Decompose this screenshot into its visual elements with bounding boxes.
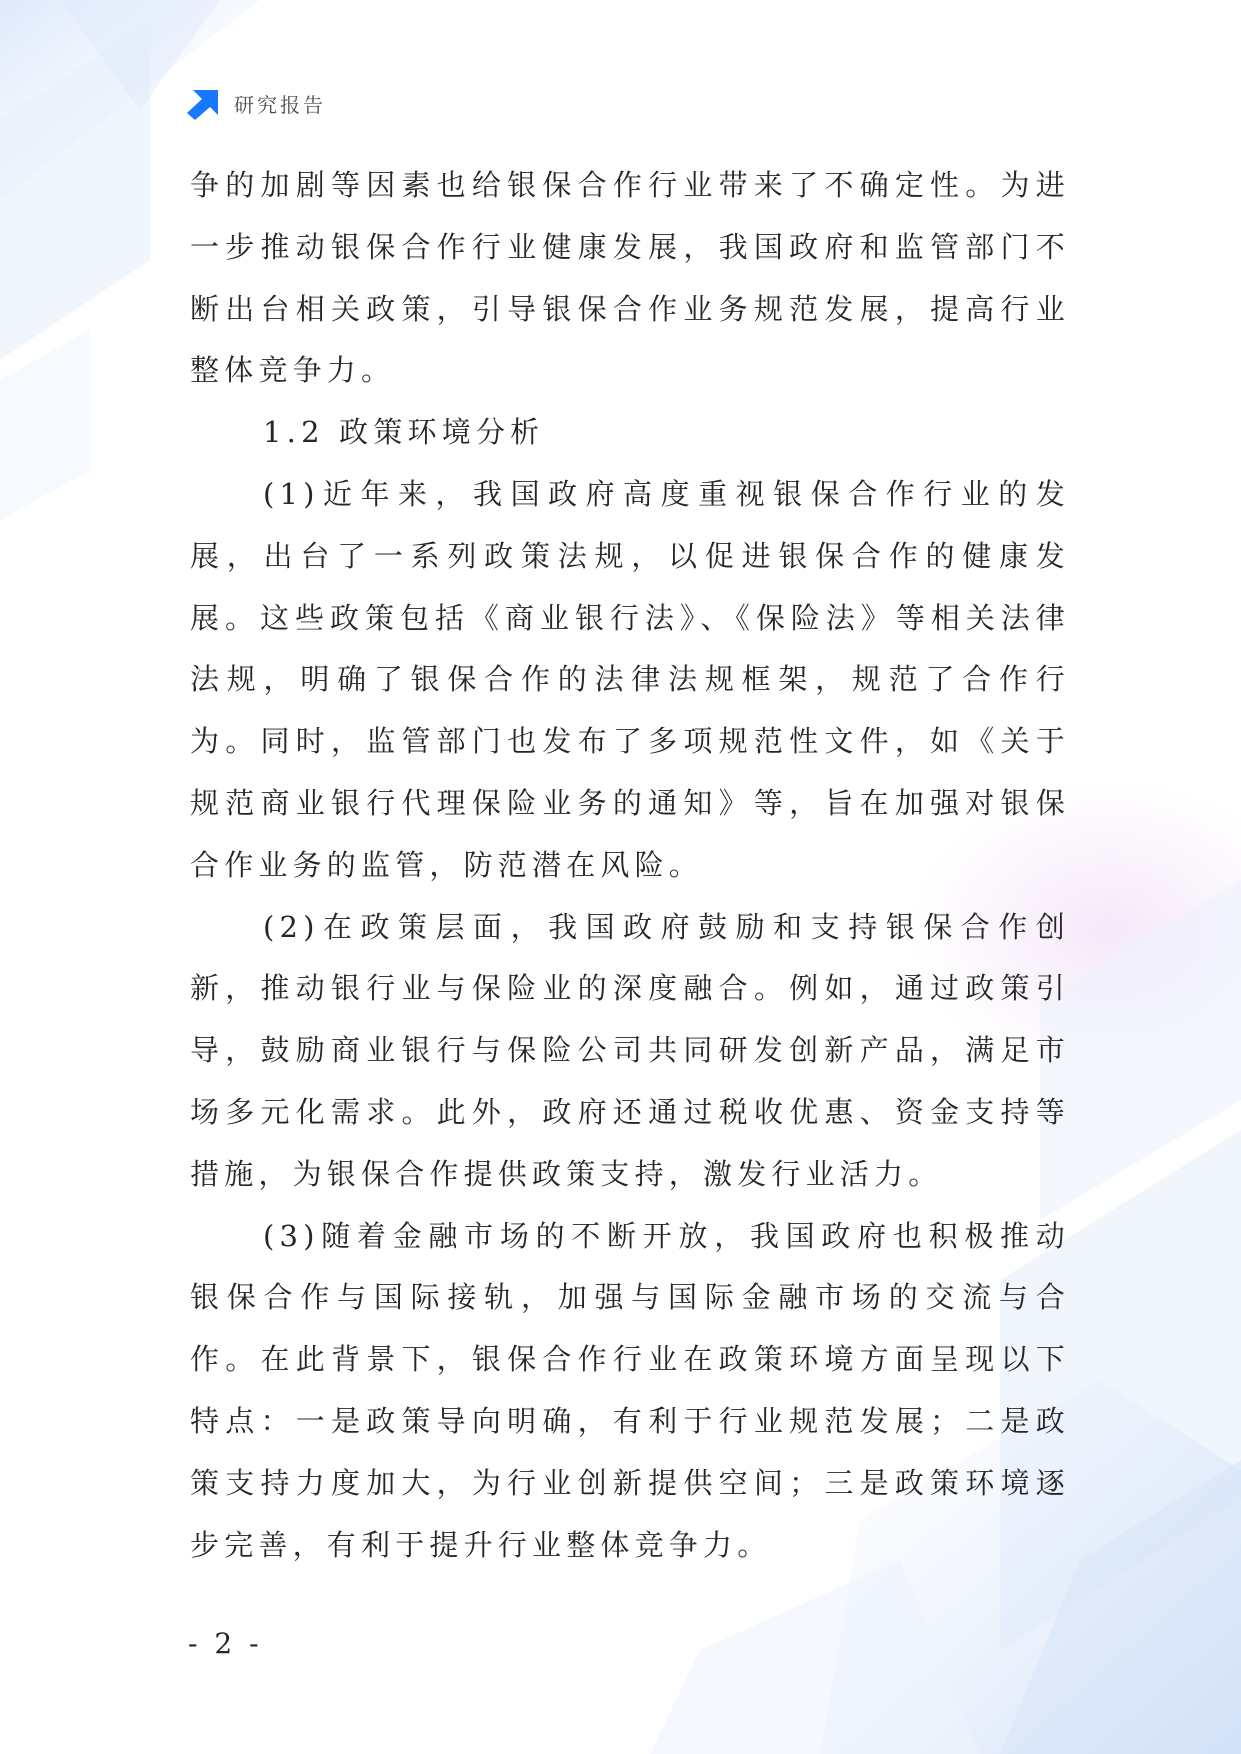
arrow-up-right-icon xyxy=(186,86,222,120)
header-label: 研究报告 xyxy=(234,92,326,117)
document-body xyxy=(190,155,1070,1576)
page-number: - 2 - xyxy=(188,1627,263,1660)
report-header xyxy=(186,86,326,120)
paragraph-policy-3: (3)随着金融市场的不断开放，我国政府也积极推动银保合作与国际接轨，加强与国际金融市场的交流与合作。在此背景下，银保合作行业在政策环境方面呈现以下特点：一是政策导向明确，有利于行业规范发展；二是政策支持力度加大，为行业创新提供空间；三是政策环境逐步完善，有利于提升行业整体竞争力。 xyxy=(190,1218,1070,1562)
paragraph-policy-2: (2)在政策层面，我国政府鼓励和支持银保合作创新，推动银行业与保险业的深度融合。例如，通过政策引导，鼓励商业银行与保险公司共同研发创新产品，满足市场多元化需求。此外，政府还通过税收优惠、资金支持等措施，为银保合作提供政策支持，激发行业活力。 xyxy=(190,909,1070,1191)
paragraph-policy-1: (1)近年来，我国政府高度重视银保合作行业的发展，出台了一系列政策法规，以促进银保合作的健康发展。这些政策包括《商业银行法》、《保险法》等相关法律法规，明确了银保合作的法律法规框架，规范了合作行为。同时，监管部门也发布了多项规范性文件，如《关于规范商业银行代理保险业务的通知》等，旨在加强对银保合作业务的监管，防范潜在风险。 xyxy=(190,476,1070,882)
section-heading: 1.2 政策环境分析 xyxy=(263,415,545,450)
paragraph-continued: 争的加剧等因素也给银保合作行业带来了不确定性。为进一步推动银保合作行业健康发展，我国政府和监管部门不断出台相关政策，引导银保合作业务规范发展，提高行业整体竞争力。 xyxy=(190,168,1070,388)
